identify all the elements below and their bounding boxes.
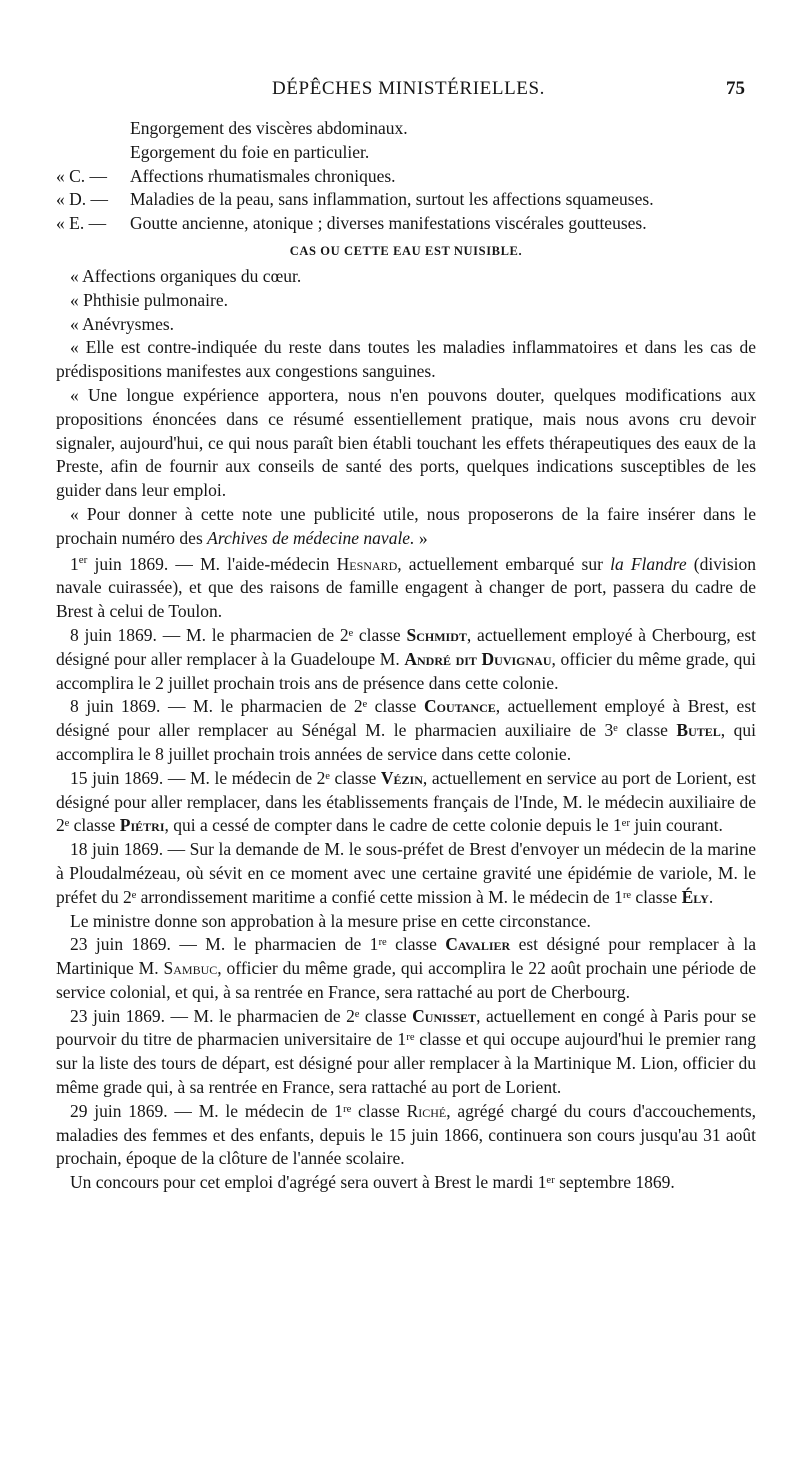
running-title: DÉPÊCHES MINISTÉRIELLES.: [272, 78, 546, 99]
entry-date: 8 juin 1869. — M. le pharmacien de 2ᵉ classe: [70, 696, 424, 717]
person-name: Coutance: [423, 696, 496, 717]
section-heading: CAS OU CETTE EAU EST NUISIBLE.: [289, 243, 523, 258]
person-name: Riché: [406, 1100, 447, 1121]
paragraph-text: « Pour donner à cette note une publicité utile, nous proposerons de la faire insérer dans le prochain numéro des: [56, 503, 756, 548]
entry-text: , agrégé chargé du cours d'accouchements, maladies des femmes et des enfants, depuis le 15 juin 1866, continuera son cours jusqu'au 31 août prochain, époque de la clôture de l'année scolaire.: [56, 1100, 757, 1169]
item-marker: « C. —: [56, 165, 108, 186]
list-item: « Anévrysmes.: [70, 313, 175, 334]
person-name: Cavalier: [445, 934, 511, 955]
paragraph: « Elle est contre-indiquée du reste dans toutes les maladies inflammatoires et dans les cas de prédispositions manifestes aux congestions sanguines.: [56, 337, 756, 382]
closing-quote: »: [414, 527, 428, 548]
list-item: Engorgement des viscères abdominaux.: [130, 118, 408, 138]
item-marker: « D. —: [56, 189, 109, 210]
entry-text: est désigné pour remplacer à la Martinique M.: [56, 934, 756, 979]
entry-date: juin 1869. — M. l'aide-médecin: [87, 553, 337, 574]
dispatch-entry: [56, 933, 756, 1004]
ship-name: la Flandre: [610, 553, 687, 574]
entry-text: .: [708, 886, 714, 907]
paragraph: « Une longue expérience apportera, nous n'en pouvons douter, quelques modifications aux propositions énoncées dans ce résumé essentiellement pratique, mais nous avons cru devoir signaler, aujourd'hui, ce qui nous paraît bien établi touchant les effets thérapeutiques des eaux de la Preste, afin de fournir aux conseils de santé des ports, quelques indications susceptibles de les guider dans leur emploi.: [56, 384, 756, 501]
paragraph: Le ministre donne son approbation à la mesure prise en cette circonstance.: [70, 910, 591, 931]
person-name: Ély: [681, 886, 709, 907]
entry-text: , qui a cessé de compter dans le cadre de cette colonie depuis le 1ᵉʳ juin courant.: [164, 815, 723, 836]
item-marker: « E. —: [56, 213, 107, 234]
list-item: [56, 188, 756, 212]
entry-text: , actuellement en congé à Paris pour se pourvoir du titre de pharmacien universitaire de 1ʳᵉ classe et qui occupe aujourd'hui le premier rang sur la liste des tours de départ, est désigné pour aller remplacer à la Martinique M. Lion, officier du même grade qui, à sa rentrée en France, sera rattaché au port de Lorient.: [56, 1005, 757, 1098]
list-item: [56, 165, 756, 189]
entry-text: , actuellement en service au port de Lorient, est désigné pour aller remplacer, dans les établissements français de l'Inde, M. le médecin auxiliaire de 2ᵉ classe: [56, 767, 756, 836]
entry-day: 1: [70, 553, 79, 574]
list-item: Egorgement du foie en particulier.: [130, 141, 370, 162]
dispatch-entry: [56, 695, 756, 766]
entry-date: 29 juin 1869. — M. le médecin de 1ʳᵉ classe: [70, 1100, 407, 1121]
entry-text: , qui accomplira le 8 juillet prochain trois années de service dans cette colonie.: [56, 720, 756, 764]
entry-text: , actuellement employé à Brest, est désigné pour aller remplacer au Sénégal M. le pharmacien auxiliaire de 3ᵉ classe: [56, 696, 757, 741]
person-name: André dit Duvignau: [404, 648, 552, 669]
paragraph: Un concours pour cet emploi d'agrégé sera ouvert à Brest le mardi 1ᵉʳ septembre 1869.: [70, 1172, 675, 1193]
person-name: Schmidt: [406, 624, 467, 645]
item-text: Affections rhumatismales chroniques.: [130, 165, 396, 186]
dispatch-entry: [56, 1100, 756, 1171]
entry-text: (division navale cuirassée), et que des raisons de famille engagent à changer de port, passera du cadre de Brest à celui de Toulon.: [56, 553, 757, 622]
page-header: [272, 78, 745, 102]
person-name: Hesnard: [336, 553, 398, 574]
item-text: Maladies de la peau, sans inflammation, surtout les affections squameuses.: [130, 189, 654, 210]
entry-date: 15 juin 1869. — M. le médecin de 2ᵉ classe: [70, 767, 381, 788]
person-name: Cunisset: [412, 1005, 477, 1026]
entry-text: , officier du même grade, qui accomplira le 2 juillet prochain trois ans de présence dans cette colonie.: [56, 648, 756, 693]
item-text: Goutte ancienne, atonique ; diverses manifestations viscérales goutteuses.: [130, 213, 647, 234]
entry-text: , officier du même grade, qui accomplira le 22 août prochain une période de service colonial, et qui, à sa rentrée en France, sera rattaché au port de Cherbourg.: [56, 958, 756, 1002]
list-item: [56, 212, 756, 236]
person-name: Butel: [676, 720, 721, 741]
paragraph: [56, 503, 756, 551]
list-item: « Phthisie pulmonaire.: [70, 289, 228, 310]
dispatch-entry: [56, 767, 756, 838]
dispatch-entry: [56, 553, 756, 624]
dispatch-entry: [56, 1005, 756, 1100]
entry-text: , actuellement embarqué sur: [397, 553, 611, 574]
dispatch-entry: [56, 838, 756, 909]
list-item: « Affections organiques du cœur.: [70, 265, 302, 286]
person-name: Piétri: [119, 815, 165, 836]
dispatch-entry: [56, 624, 756, 695]
person-name: Sambuc: [163, 958, 218, 979]
entry-date: 8 juin 1869. — M. le pharmacien de 2ᵉ classe: [70, 624, 407, 645]
entry-date: 18 juin 1869. — Sur la demande de M. le sous-préfet de Brest d'envoyer un médecin de la marine à Ploudalmézeau, où sévit en ce moment avec une certaine gravité une épidémie de variole, M. le préfet du 2ᵉ arrondissement maritime a confié cette mission à M. le médecin de 1ʳᵉ classe: [56, 839, 756, 907]
page-body: [56, 117, 756, 1195]
entry-date: 23 juin 1869. — M. le pharmacien de 2ᵉ classe: [70, 1005, 413, 1026]
journal-title: Archives de médecine navale.: [207, 527, 415, 548]
page-number: 75: [726, 78, 745, 99]
entry-text: , actuellement employé à Cherbourg, est désigné pour aller remplacer à la Guadeloupe M.: [56, 624, 756, 669]
entry-day-suffix: er: [78, 553, 88, 566]
person-name: Vézin: [380, 767, 423, 788]
entry-date: 23 juin 1869. — M. le pharmacien de 1ʳᵉ classe: [70, 934, 446, 955]
